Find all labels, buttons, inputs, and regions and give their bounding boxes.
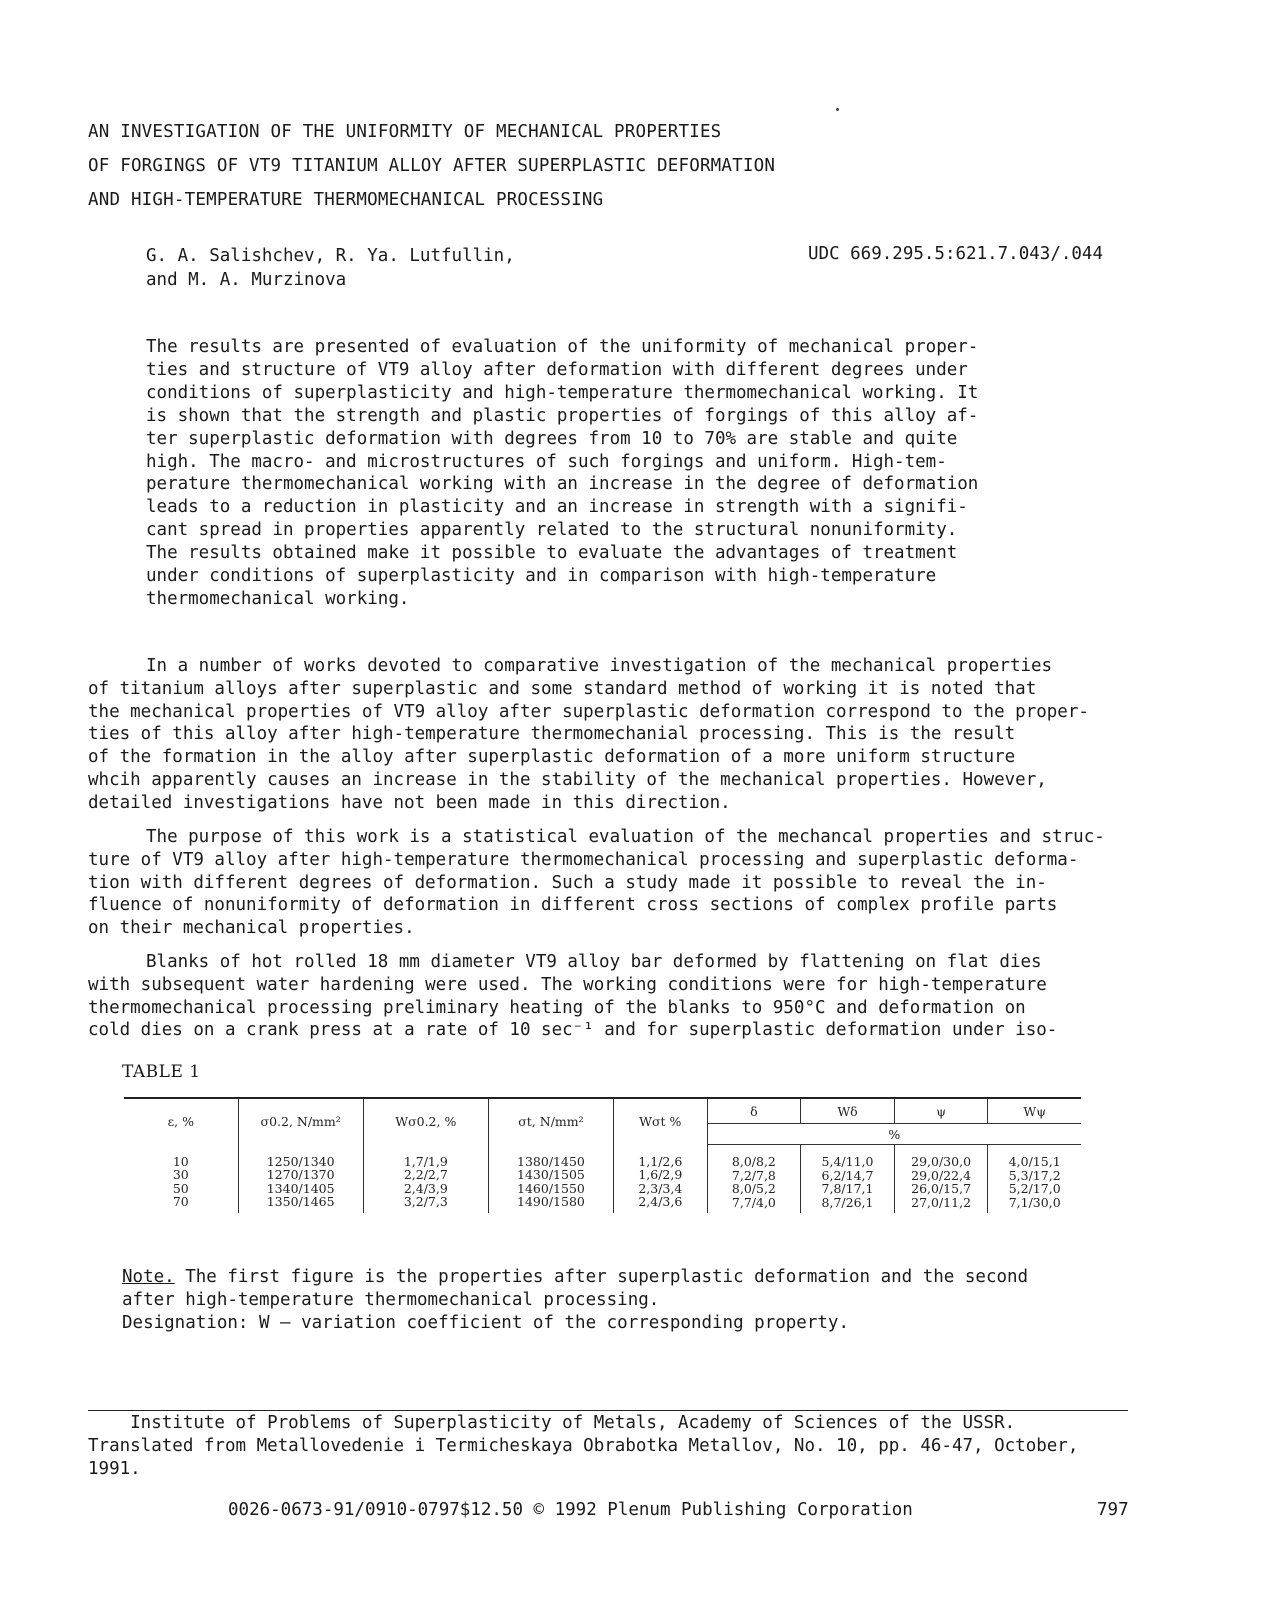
- table-cell: 1,7/1,9 2,2/2,7 2,4/3,9 3,2/7,3: [363, 1145, 488, 1214]
- text-line: fluence of nonuniformity of deformation in different cross sections of complex profile parts: [88, 895, 1058, 916]
- text-line: whcih apparently causes an increase in the stability of the mechanical properties. However,: [88, 769, 1047, 790]
- abstract-line: ter superplastic deformation with degrees from 10 to 70% are stable and quite: [146, 428, 958, 449]
- note-text: The first figure is the properties after superplastic deformation and the second: [174, 1267, 1029, 1287]
- speck-mark: [836, 108, 839, 111]
- table-row: [124, 1145, 1081, 1214]
- note-line: [122, 1266, 1028, 1289]
- table-cell: 10 30 50 70: [124, 1145, 238, 1214]
- text-line: The purpose of this work is a statistical evaluation of the mechancal properties and struc-: [146, 827, 1105, 847]
- text-line: of the formation in the alloy after superplastic deformation of a more uniform structure: [88, 747, 1016, 768]
- column-header: δ: [707, 1098, 801, 1124]
- article-title: [88, 115, 775, 217]
- column-header: ε, %: [124, 1098, 238, 1145]
- abstract-line: ties and structure of VT9 alloy after deformation with different degrees under: [146, 359, 968, 380]
- abstract-line: perature thermomechanical working with an increase in the degree of deformation: [146, 474, 979, 495]
- table-cell: 4,0/15,1 5,3/17,2 5,2/17,0 7,1/30,0: [988, 1145, 1081, 1214]
- footnote-line: Institute of Problems of Superplasticity of Metals, Academy of Sciences of the USSR.: [88, 1413, 1016, 1433]
- text-line: with subsequent water hardening were used. The working conditions were for high-temperature: [88, 974, 1047, 995]
- title-line: AN INVESTIGATION OF THE UNIFORMITY OF MECHANICAL PROPERTIES: [88, 122, 722, 142]
- title-line: AND HIGH-TEMPERATURE THERMOMECHANICAL PROCESSING: [88, 190, 604, 210]
- footnote-line: 1991.: [88, 1459, 141, 1479]
- table-cell: 1380/1450 1430/1505 1460/1550 1490/1580: [488, 1145, 613, 1214]
- column-header: Wσ0.2, %: [363, 1098, 488, 1145]
- udc-code: UDC 669.295.5:621.7.043/.044: [808, 244, 1104, 264]
- note-label: Note.: [122, 1267, 175, 1287]
- footnote: [88, 1412, 1078, 1481]
- abstract-line: The results obtained make it possible to evaluate the advantages of treatment: [146, 543, 958, 564]
- authors-line: G. A. Salishchev, R. Ya. Lutfullin,: [146, 246, 515, 266]
- authors: [146, 244, 515, 292]
- body-paragraph-2: [88, 826, 1148, 940]
- note-line: Designation: W — variation coefficient of the corresponding property.: [122, 1312, 849, 1333]
- text-line: In a number of works devoted to comparative investigation of the mechanical properties: [146, 656, 1053, 676]
- title-line: OF FORGINGS OF VT9 TITANIUM ALLOY AFTER SUPERPLASTIC DEFORMATION: [88, 156, 776, 176]
- column-header: Wσt %: [614, 1098, 708, 1145]
- body-paragraph-1: [88, 655, 1148, 815]
- abstract-line: thermomechanical working.: [146, 588, 410, 609]
- column-header: ψ: [894, 1098, 988, 1124]
- body-paragraph-3: [88, 951, 1148, 1042]
- column-header: σ0.2, N/mm²: [238, 1098, 363, 1145]
- column-header: σt, N/mm²: [488, 1098, 613, 1145]
- footnote-line: Translated from Metallovedenie i Termicheskaya Obrabotka Metallov, No. 10, pp. 46-47, October,: [88, 1436, 1079, 1456]
- abstract-line: leads to a reduction in plasticity and an increase in strength with a signifi-: [146, 497, 968, 518]
- table-cell: 1,1/2,6 1,6/2,9 2,3/3,4 2,4/3,6: [614, 1145, 708, 1214]
- abstract: [146, 336, 1046, 611]
- authors-line: and M. A. Murzinova: [146, 270, 347, 290]
- column-header: Wψ: [988, 1098, 1081, 1124]
- properties-table: [124, 1097, 1081, 1213]
- table-cell: 5,4/11,0 6,2/14,7 7,8/17,1 8,7/26,1: [801, 1145, 895, 1214]
- abstract-line: cant spread in properties apparently related to the structural nonuniformity.: [146, 520, 958, 541]
- text-line: detailed investigations have not been made in this direction.: [88, 792, 731, 813]
- note-line: after high-temperature thermomechanical processing.: [122, 1289, 660, 1310]
- percent-unit-header: %: [707, 1124, 1081, 1145]
- footnote-divider: [88, 1410, 1128, 1411]
- table-cell: 8,0/8,2 7,2/7,8 8,0/5,2 7,7/4,0: [707, 1145, 801, 1214]
- text-line: ture of VT9 alloy after high-temperature thermomechanical processing and superplastic deforma-: [88, 849, 1079, 870]
- abstract-line: high. The macro- and microstructures of such forgings and uniform. High-tem-: [146, 451, 947, 472]
- abstract-line: The results are presented of evaluation of the uniformity of mechanical proper-: [146, 337, 979, 357]
- text-line: Blanks of hot rolled 18 mm diameter VT9 alloy bar deformed by flattening on flat dies: [146, 952, 1042, 972]
- table-cell: 1250/1340 1270/1370 1340/1405 1350/1465: [238, 1145, 363, 1214]
- text-line: thermomechanical processing preliminary heating of the blanks to 950°C and deformation on: [88, 997, 1026, 1018]
- abstract-line: under conditions of superplasticity and in comparison with high-temperature: [146, 566, 937, 587]
- text-line: ties of this alloy after high-temperature thermomechanial processing. This is the result: [88, 724, 1016, 745]
- column-header: Wδ: [801, 1098, 895, 1124]
- text-line: tion with different degrees of deformation. Such a study made it possible to reveal the in-: [88, 872, 1047, 893]
- text-line: cold dies on a crank press at a rate of 10 sec⁻¹ and for superplastic deformation under iso-: [88, 1020, 1058, 1041]
- table-label: TABLE 1: [122, 1062, 201, 1082]
- abstract-line: is shown that the strength and plastic properties of forgings of this alloy af-: [146, 405, 979, 426]
- abstract-line: conditions of superplasticity and high-temperature thermomechanical working. It: [146, 382, 979, 403]
- page-number: 797: [1097, 1500, 1129, 1520]
- table-note: [122, 1266, 1028, 1334]
- text-line: of titanium alloys after superplastic and some standard method of working it is noted that: [88, 678, 1037, 699]
- copyright-line: 0026-0673-91/0910-0797$12.50 © 1992 Plenum Publishing Corporation: [228, 1500, 913, 1520]
- text-line: on their mechanical properties.: [88, 918, 415, 939]
- text-line: the mechanical properties of VT9 alloy after superplastic deformation correspond to the proper-: [88, 701, 1089, 722]
- table-cell: 29,0/30,0 29,0/22,4 26,0/15,7 27,0/11,2: [894, 1145, 988, 1214]
